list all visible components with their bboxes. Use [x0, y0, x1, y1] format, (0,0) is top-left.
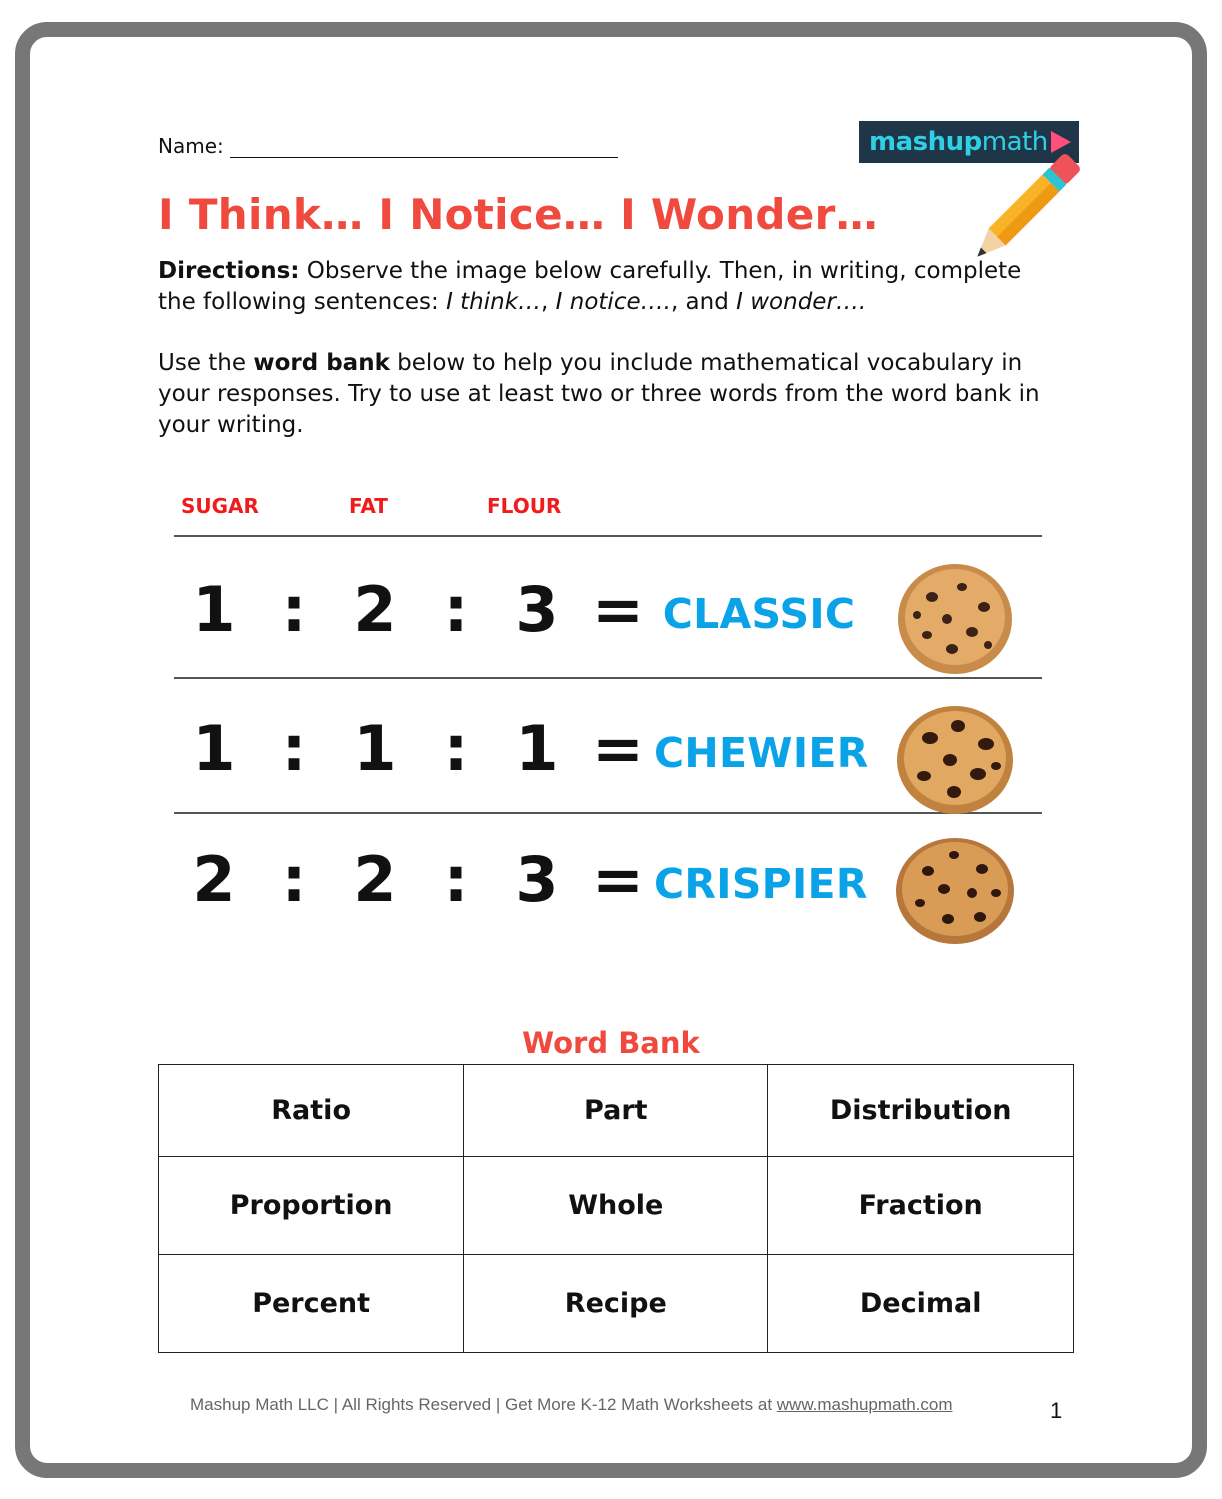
ratio-label-classic: CLASSIC: [662, 590, 856, 638]
footer: [190, 1395, 953, 1415]
usage-text: Use the: [158, 350, 254, 376]
fat-value: 1: [353, 712, 397, 785]
cookie-icon: [892, 557, 1018, 681]
flour-value: 1: [515, 712, 559, 785]
equals-sign: =: [592, 843, 644, 916]
footer-text: Mashup Math LLC | All Rights Reserved | Get More K-12 Math Worksheets at: [190, 1395, 777, 1414]
prompt-wonder: I wonder….: [736, 289, 867, 315]
word-bank-table: [158, 1064, 1074, 1353]
colon: :: [443, 712, 469, 785]
cookie-icon: [892, 827, 1018, 951]
colon: :: [281, 573, 307, 646]
word-cell: Whole: [464, 1157, 768, 1255]
word-cell: Fraction: [768, 1157, 1074, 1255]
ratio-row-crispier: [174, 833, 1042, 933]
colon: :: [281, 712, 307, 785]
divider-line: [174, 535, 1042, 537]
flour-value: 3: [515, 843, 559, 916]
equals-sign: =: [592, 573, 644, 646]
ratio-row-chewier: [174, 702, 1042, 802]
colon: :: [443, 843, 469, 916]
header-flour: FLOUR: [487, 494, 562, 518]
usage-bold: word bank: [253, 350, 390, 376]
directions-text: Observe the image below carefully. Then, in writing, complete the following sentences:: [158, 258, 1022, 315]
prompt-think: I think…: [446, 289, 542, 315]
sugar-value: 1: [192, 712, 236, 785]
fat-value: 2: [353, 843, 397, 916]
directions-sep: , and: [670, 289, 737, 315]
table-row: [159, 1157, 1074, 1255]
flour-value: 3: [515, 573, 559, 646]
usage-text: below to help you include mathematical vocabulary in your responses. Try to use at least two or three words from the word bank in your writing.: [158, 350, 1040, 438]
directions-sep: ,: [541, 289, 556, 315]
prompt-notice: I notice….: [555, 289, 671, 315]
logo-text-math: math: [981, 127, 1048, 157]
colon: :: [443, 573, 469, 646]
ratio-label-crispier: CRISPIER: [654, 860, 868, 908]
word-bank-instructions: [158, 348, 1058, 441]
directions-label: Directions:: [158, 258, 300, 284]
table-row: [159, 1255, 1074, 1353]
logo-text-mashup: mashup: [869, 127, 982, 157]
pencil-icon: [962, 148, 1086, 272]
header-fat: FAT: [349, 494, 388, 518]
word-bank-title: Word Bank: [522, 1026, 700, 1060]
sugar-value: 1: [192, 573, 236, 646]
word-cell: Ratio: [159, 1065, 464, 1157]
name-blank-line: [230, 135, 618, 158]
word-cell: Proportion: [159, 1157, 464, 1255]
table-row: [159, 1065, 1074, 1157]
directions-paragraph: [158, 256, 1058, 318]
name-field: [158, 134, 618, 158]
word-cell: Decimal: [768, 1255, 1074, 1353]
equals-sign: =: [592, 712, 644, 785]
page-number: 1: [1050, 1398, 1063, 1423]
ratio-row-classic: [174, 563, 1042, 663]
cookie-icon: [892, 696, 1018, 820]
page-title: I Think… I Notice… I Wonder…: [158, 190, 878, 239]
header-sugar: SUGAR: [181, 494, 259, 518]
sugar-value: 2: [192, 843, 236, 916]
name-label: Name:: [158, 134, 224, 158]
footer-link[interactable]: www.mashupmath.com: [776, 1395, 953, 1414]
fat-value: 2: [353, 573, 397, 646]
word-cell: Percent: [159, 1255, 464, 1353]
word-cell: Recipe: [464, 1255, 768, 1353]
colon: :: [281, 843, 307, 916]
word-cell: Distribution: [768, 1065, 1074, 1157]
ratio-label-chewier: CHEWIER: [654, 729, 869, 777]
word-cell: Part: [464, 1065, 768, 1157]
